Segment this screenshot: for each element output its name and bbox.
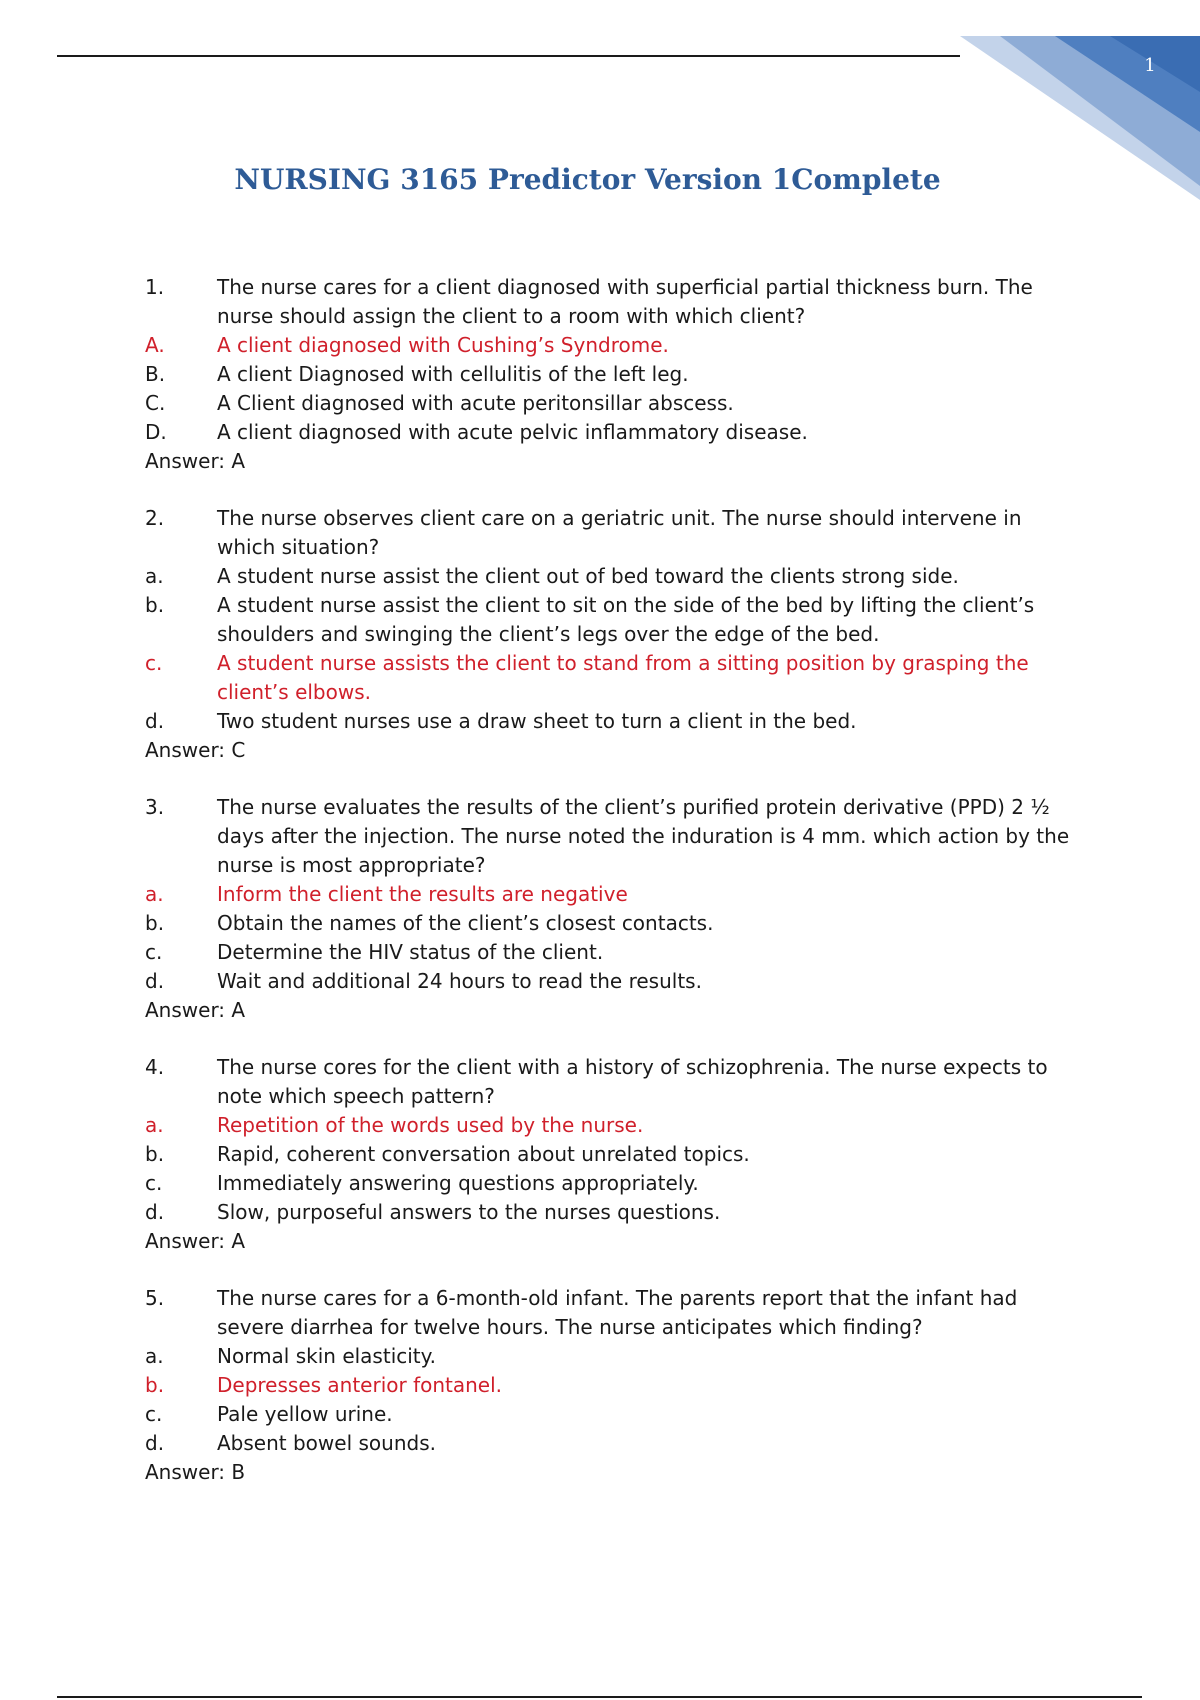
option-text: Obtain the names of the client’s closest contacts. bbox=[217, 911, 714, 935]
option-letter: d. bbox=[145, 709, 165, 733]
question-number: 3. bbox=[145, 795, 165, 819]
option-text: Immediately answering questions appropriately. bbox=[217, 1171, 699, 1195]
option-letter: d. bbox=[145, 969, 165, 993]
option-letter: a. bbox=[145, 1113, 164, 1137]
option-letter: c. bbox=[145, 1171, 163, 1195]
answer-line: Answer: A bbox=[145, 1229, 246, 1253]
answer-line: Answer: B bbox=[145, 1460, 246, 1484]
question-stem bbox=[145, 1053, 1085, 1111]
page-number: 1 bbox=[1144, 55, 1156, 76]
option-letter: b. bbox=[145, 593, 165, 617]
option-text: Depresses anterior fontanel. bbox=[217, 1373, 503, 1397]
option bbox=[145, 1140, 1085, 1169]
option-text: A student nurse assist the client out of bed toward the clients strong side. bbox=[217, 564, 959, 588]
option-letter: a. bbox=[145, 564, 164, 588]
option-text: Wait and additional 24 hours to read the results. bbox=[217, 969, 702, 993]
answer-line: Answer: A bbox=[145, 449, 246, 473]
question-number: 2. bbox=[145, 506, 165, 530]
question-number: 1. bbox=[145, 275, 165, 299]
option bbox=[145, 707, 1085, 736]
question-text: The nurse cares for a 6-month-old infant. The parents report that the infant had severe diarrhea for twelve hours. The nurse anticipates which finding? bbox=[217, 1286, 1018, 1339]
question-4 bbox=[145, 1053, 1085, 1256]
option-letter: A. bbox=[145, 333, 165, 357]
option-letter: c. bbox=[145, 651, 163, 675]
question-number: 4. bbox=[145, 1055, 165, 1079]
question-text: The nurse evaluates the results of the client’s purified protein derivative (PPD) 2 ½ days after the injection. The nurse noted the induration is 4 mm. which action by the nurse is most appropriate? bbox=[217, 795, 1070, 877]
option-text: A student nurse assist the client to sit on the side of the bed by lifting the client’s shoulders and swinging the client’s legs over the edge of the bed. bbox=[217, 593, 1035, 646]
option-correct bbox=[145, 649, 1085, 707]
option-text: A client diagnosed with acute pelvic inflammatory disease. bbox=[217, 420, 808, 444]
option-letter: C. bbox=[145, 391, 166, 415]
answer-line: Answer: A bbox=[145, 998, 246, 1022]
option-text: Normal skin elasticity. bbox=[217, 1344, 436, 1368]
option bbox=[145, 591, 1085, 649]
question-list bbox=[145, 273, 1085, 1515]
option-text: Absent bowel sounds. bbox=[217, 1431, 436, 1455]
option bbox=[145, 418, 1085, 447]
footer-rule bbox=[57, 1696, 1142, 1698]
option bbox=[145, 1342, 1085, 1371]
option-text: Rapid, coherent conversation about unrelated topics. bbox=[217, 1142, 750, 1166]
option bbox=[145, 967, 1085, 996]
option-correct bbox=[145, 1371, 1085, 1400]
option-letter: b. bbox=[145, 1142, 165, 1166]
option-letter: B. bbox=[145, 362, 166, 386]
question-stem bbox=[145, 1284, 1085, 1342]
option-letter: c. bbox=[145, 1402, 163, 1426]
option bbox=[145, 1400, 1085, 1429]
option-text: Two student nurses use a draw sheet to turn a client in the bed. bbox=[217, 709, 857, 733]
option-letter: d. bbox=[145, 1431, 165, 1455]
header-rule bbox=[57, 55, 960, 57]
question-1 bbox=[145, 273, 1085, 476]
option bbox=[145, 938, 1085, 967]
option-correct bbox=[145, 331, 1085, 360]
option bbox=[145, 1169, 1085, 1198]
question-text: The nurse observes client care on a geriatric unit. The nurse should intervene in which situation? bbox=[217, 506, 1022, 559]
option bbox=[145, 360, 1085, 389]
option-correct bbox=[145, 880, 1085, 909]
option-text: Determine the HIV status of the client. bbox=[217, 940, 604, 964]
question-stem bbox=[145, 504, 1085, 562]
question-3 bbox=[145, 793, 1085, 1025]
option-letter: b. bbox=[145, 1373, 165, 1397]
option-text: Inform the client the results are negative bbox=[217, 882, 628, 906]
option-text: Repetition of the words used by the nurse. bbox=[217, 1113, 644, 1137]
question-stem bbox=[145, 273, 1085, 331]
option-text: A client Diagnosed with cellulitis of the left leg. bbox=[217, 362, 689, 386]
option-text: Pale yellow urine. bbox=[217, 1402, 393, 1426]
question-number: 5. bbox=[145, 1286, 165, 1310]
question-text: The nurse cares for a client diagnosed with superficial partial thickness burn. The nurse should assign the client to a room with which client? bbox=[217, 275, 1033, 328]
option-letter: b. bbox=[145, 911, 165, 935]
question-text: The nurse cores for the client with a history of schizophrenia. The nurse expects to note which speech pattern? bbox=[217, 1055, 1048, 1108]
option-letter: a. bbox=[145, 1344, 164, 1368]
option-letter: d. bbox=[145, 1200, 165, 1224]
answer-line: Answer: C bbox=[145, 738, 246, 762]
option bbox=[145, 389, 1085, 418]
option-text: A student nurse assists the client to stand from a sitting position by grasping the client’s elbows. bbox=[217, 651, 1029, 704]
option-letter: D. bbox=[145, 420, 167, 444]
option-correct bbox=[145, 1111, 1085, 1140]
page-title: NURSING 3165 Predictor Version 1Complete bbox=[234, 163, 941, 196]
option bbox=[145, 1429, 1085, 1458]
option-text: A Client diagnosed with acute peritonsillar abscess. bbox=[217, 391, 734, 415]
question-2 bbox=[145, 504, 1085, 765]
option-letter: c. bbox=[145, 940, 163, 964]
option-letter: a. bbox=[145, 882, 164, 906]
option bbox=[145, 562, 1085, 591]
option bbox=[145, 909, 1085, 938]
option-text: A client diagnosed with Cushing’s Syndrome. bbox=[217, 333, 669, 357]
question-5 bbox=[145, 1284, 1085, 1487]
question-stem bbox=[145, 793, 1085, 880]
option-text: Slow, purposeful answers to the nurses questions. bbox=[217, 1200, 721, 1224]
option bbox=[145, 1198, 1085, 1227]
